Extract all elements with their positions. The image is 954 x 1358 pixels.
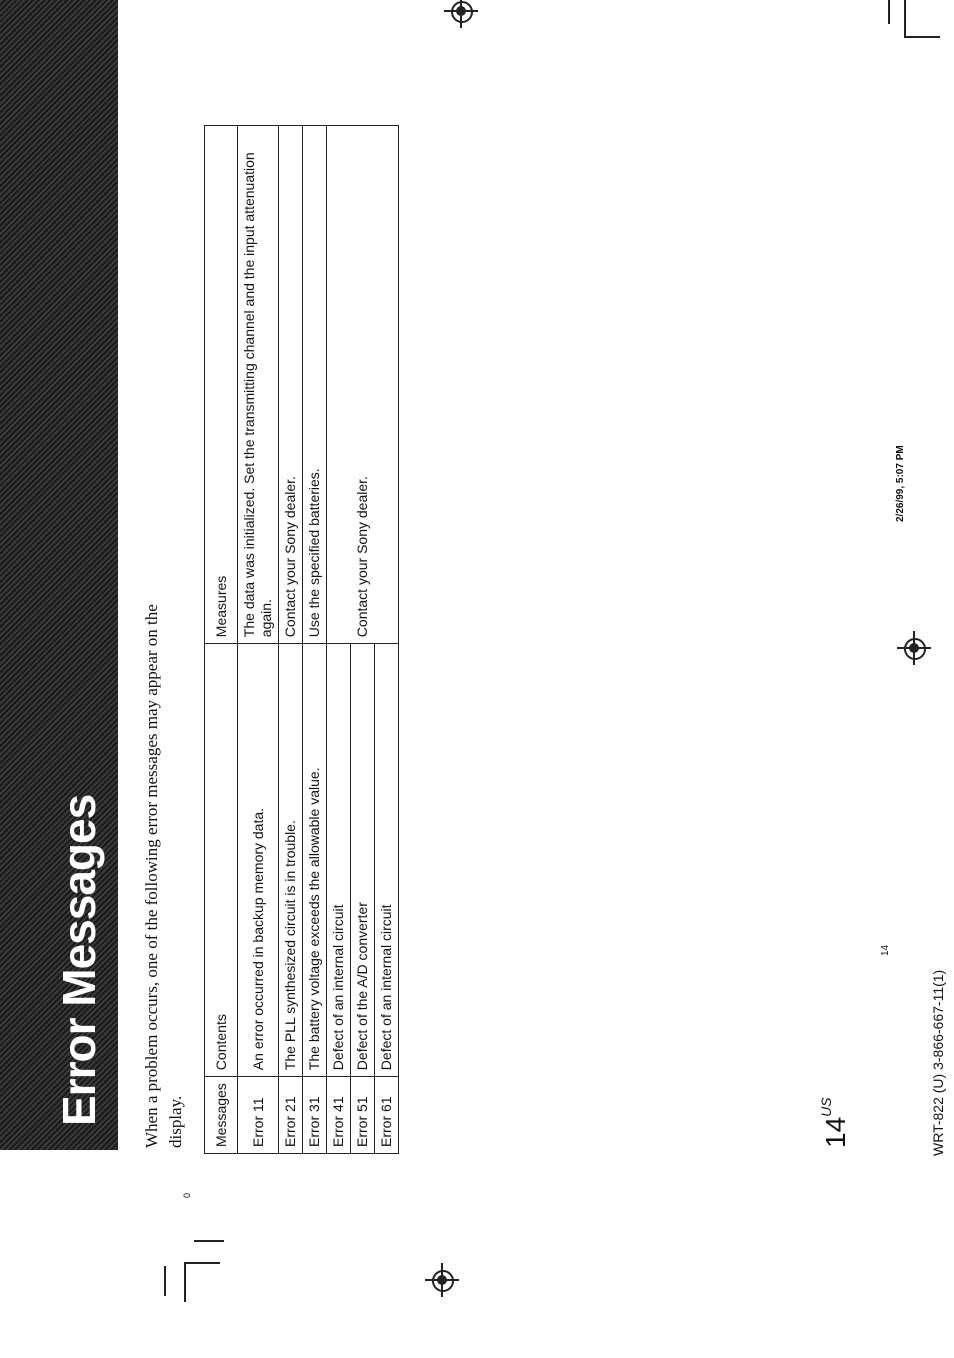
intro-paragraph: When a problem occurs, one of the following error messages may appear on the display. (142, 604, 185, 1148)
measure-cell: Use the specified batteries. (303, 126, 327, 644)
page-number (818, 1097, 852, 1148)
measure-cell: The data was initialized. Set the transmitting channel and the input attenuation again. (238, 126, 279, 644)
table-row (238, 126, 279, 1154)
content-cell: The battery voltage exceeds the allowable value. (303, 644, 327, 1077)
content-cell: Defect of the A/D converter (351, 644, 375, 1077)
measure-cell-merged: Contact your Sony dealer. (327, 126, 399, 644)
content-cell: Defect of an internal circuit (375, 644, 399, 1077)
table-row (279, 126, 303, 1154)
page-title: Error Messages (53, 794, 105, 1126)
page-number-value: 14 (820, 1116, 851, 1148)
message-cell: Error 31 (303, 1077, 327, 1154)
header-messages: Messages (205, 1077, 238, 1154)
table-row (327, 126, 351, 1154)
header-measures: Measures (205, 126, 238, 644)
message-cell: Error 41 (327, 1077, 351, 1154)
message-cell: Error 61 (375, 1077, 399, 1154)
table-row (303, 126, 327, 1154)
page-number-suffix: US (818, 1097, 834, 1117)
message-cell: Error 21 (279, 1077, 303, 1154)
content-cell: An error occurred in backup memory data. (238, 644, 279, 1077)
message-cell: Error 11 (238, 1077, 279, 1154)
message-cell: Error 51 (351, 1077, 375, 1154)
header-contents: Contents (205, 644, 238, 1077)
content-cell: Defect of an internal circuit (327, 644, 351, 1077)
table-header-row (205, 126, 238, 1154)
error-table (204, 125, 399, 1154)
edge-number: 0 (182, 1192, 192, 1198)
print-timestamp: 2/26/99, 5:07 PM (895, 445, 906, 522)
content-cell: The PLL synthesized circuit is in trouble. (279, 644, 303, 1077)
measure-cell: Contact your Sony dealer. (279, 126, 303, 644)
document-code: WRT-822 (U) 3-866-667-11(1) (930, 969, 946, 1156)
small-page-number: 14 (880, 944, 891, 956)
